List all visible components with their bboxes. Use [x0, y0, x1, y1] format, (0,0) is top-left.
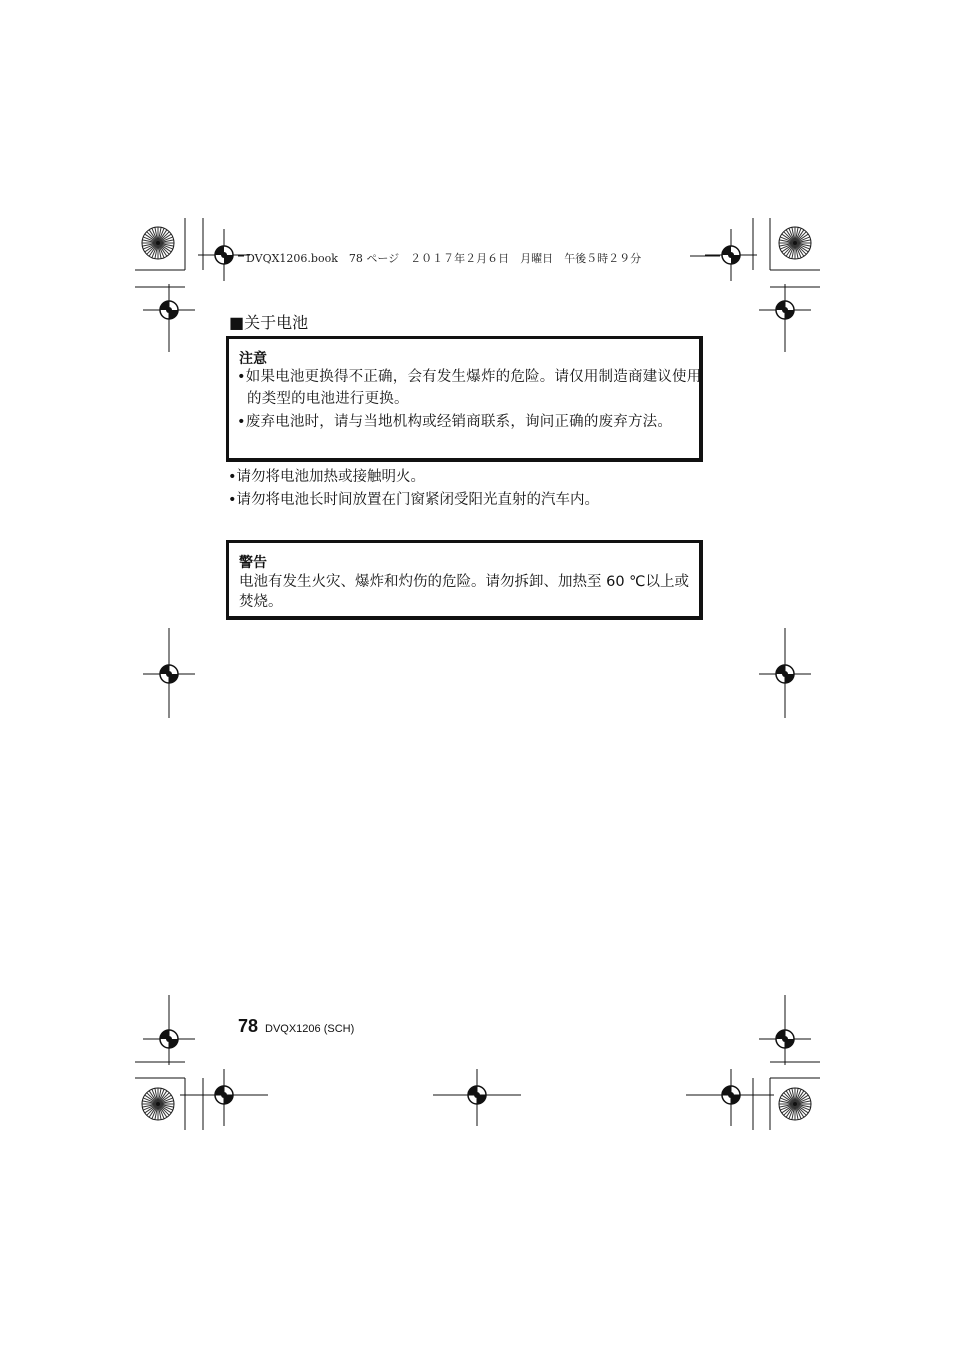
caution-box	[226, 336, 703, 462]
caution-item: •废弃电池时，请与当地机构或经销商联系，询问正确的废弃方法。	[237, 414, 673, 430]
warning-heading: 警告	[239, 555, 267, 571]
caution-heading: 注意	[239, 351, 267, 367]
warning-box	[226, 540, 703, 620]
section-title: ■关于电池	[229, 313, 309, 332]
print-info-header: DVQX1206.book 78 ページ ２０１７年２月６日 月曜日 午後５時２９分	[246, 252, 642, 265]
note-item: •请勿将电池加热或接触明火。	[228, 469, 426, 485]
page-number: 78	[238, 1016, 259, 1036]
caution-item: •如果电池更换得不正确，会有发生爆炸的危险。请仅用制造商建议使用的类型的电池进行更换。	[237, 369, 702, 407]
note-item: •请勿将电池长时间放置在门窗紧闭受阳光直射的汽车内。	[228, 492, 600, 508]
model-code: DVQX1206 (SCH)	[265, 1023, 355, 1035]
warning-text: 电池有发生火灾、爆炸和灼伤的危险。请勿拆卸、加热至 60 ℃以上或焚烧。	[239, 574, 689, 610]
